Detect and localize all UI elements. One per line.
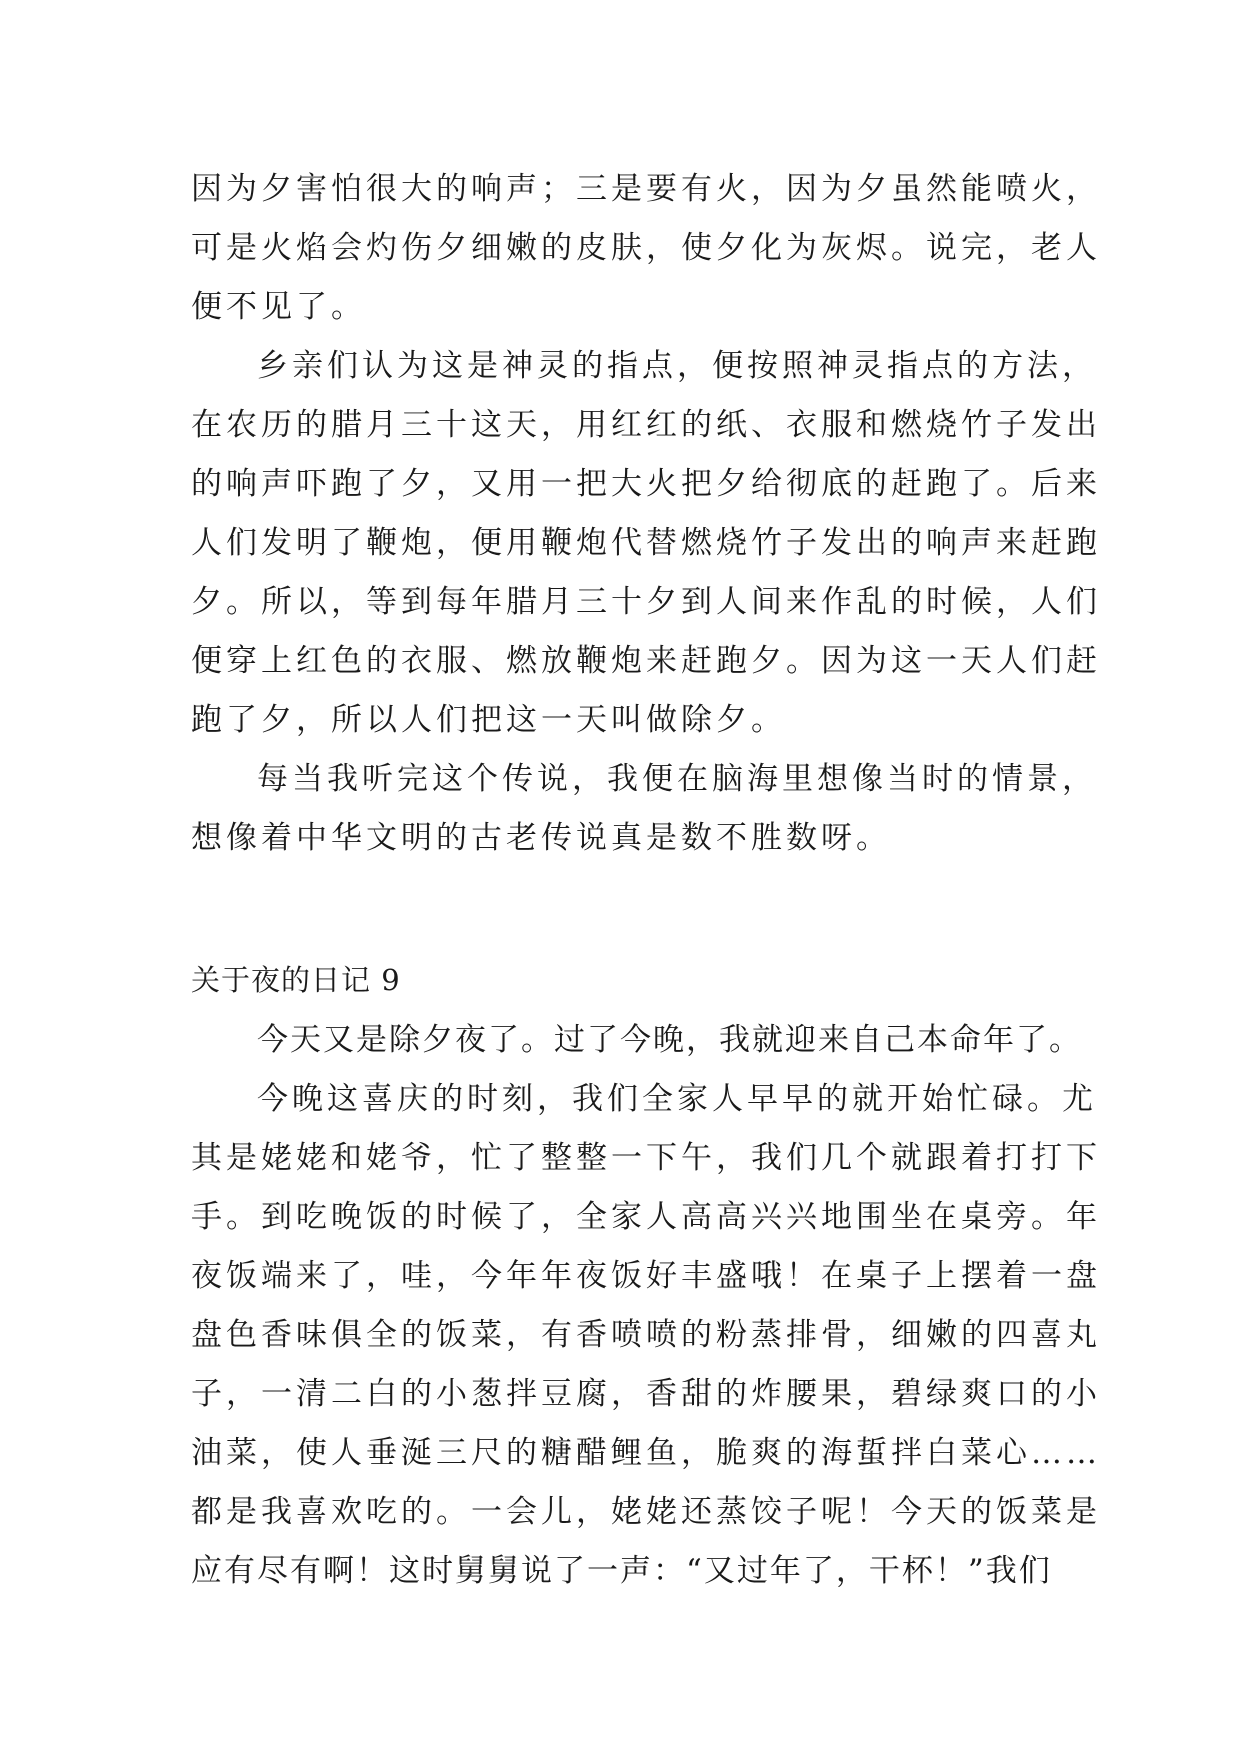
paragraph-line: 油菜，使人垂涎三尺的糖醋鲤鱼，脆爽的海蜇拌白菜心……	[191, 1435, 1101, 1471]
paragraph-line: 都是我喜欢吃的。一会儿，姥姥还蒸饺子呢！今天的饭菜是	[191, 1494, 1101, 1530]
paragraph-line: 的响声吓跑了夕，又用一把大火把夕给彻底的赶跑了。后来	[191, 466, 1101, 502]
text-column	[191, 160, 1101, 1601]
paragraph-line: 子，一清二白的小葱拌豆腐，香甜的炸腰果，碧绿爽口的小	[191, 1376, 1101, 1412]
paragraph-line: 手。到吃晚饭的时候了，全家人高高兴兴地围坐在桌旁。年	[191, 1199, 1101, 1235]
paragraph-line: 在农历的腊月三十这天，用红红的纸、衣服和燃烧竹子发出	[191, 407, 1101, 443]
paragraph-line: 乡亲们认为这是神灵的指点，便按照神灵指点的方法，	[257, 348, 1097, 384]
paragraph-line: 应有尽有啊！这时舅舅说了一声：“又过年了，干杯！”我们	[191, 1553, 1052, 1589]
section-spacer	[191, 868, 1061, 949]
legend-story-section	[191, 160, 1101, 868]
paragraph-line: 今天又是除夕夜了。过了今晚，我就迎来自己本命年了。	[257, 1022, 1082, 1058]
paragraph-line: 夜饭端来了，哇，今年年夜饭好丰盛哦！在桌子上摆着一盘	[191, 1258, 1101, 1294]
paragraph-line: 跑了夕，所以人们把这一天叫做除夕。	[191, 702, 786, 738]
paragraph-line: 便不见了。	[191, 289, 366, 325]
paragraph-line: 人们发明了鞭炮，便用鞭炮代替燃烧竹子发出的响声来赶跑	[191, 525, 1101, 561]
paragraph-line: 便穿上红色的衣服、燃放鞭炮来赶跑夕。因为这一天人们赶	[191, 643, 1101, 679]
paragraph-line: 夕。所以，等到每年腊月三十夕到人间来作乱的时候，人们	[191, 584, 1101, 620]
paragraph-line: 盘色香味俱全的饭菜，有香喷喷的粉蒸排骨，细嫩的四喜丸	[191, 1317, 1101, 1353]
paragraph-line: 可是火焰会灼伤夕细嫩的皮肤，使夕化为灰烬。说完，老人	[191, 230, 1101, 266]
paragraph-line: 想像着中华文明的古老传说真是数不胜数呀。	[191, 820, 891, 856]
paragraph-line: 因为夕害怕很大的响声；三是要有火，因为夕虽然能喷火，	[191, 171, 1101, 207]
diary-title: 关于夜的日记 9	[191, 963, 401, 997]
paragraph-line: 其是姥姥和姥爷，忙了整整一下午，我们几个就跟着打打下	[191, 1140, 1101, 1176]
paragraph-line: 每当我听完这个传说，我便在脑海里想像当时的情景，	[257, 761, 1097, 797]
paragraph-line: 今晚这喜庆的时刻，我们全家人早早的就开始忙碌。尤	[257, 1081, 1097, 1117]
diary-entry-section	[191, 1011, 1101, 1601]
